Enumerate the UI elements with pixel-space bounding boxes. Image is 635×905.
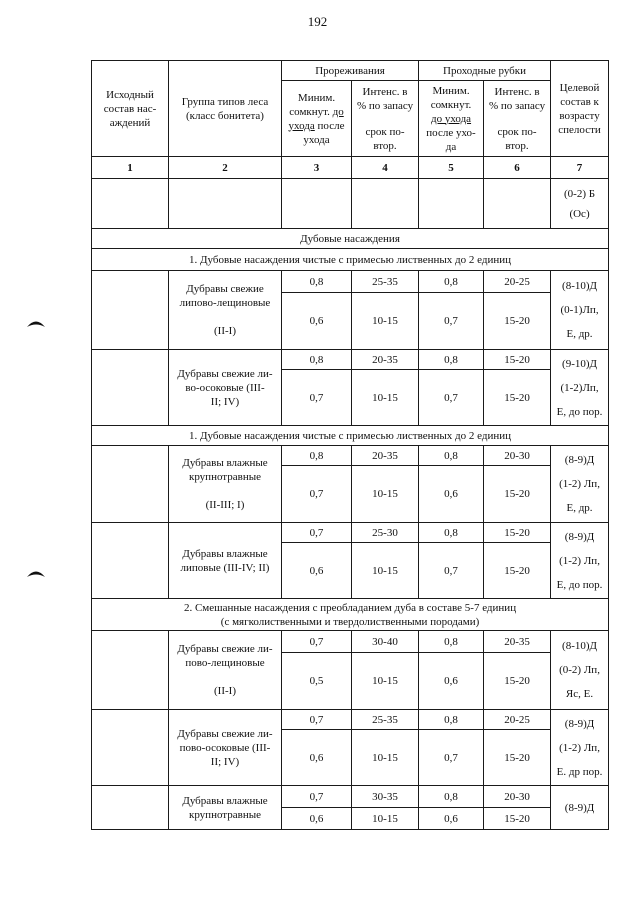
page-number: 192 xyxy=(307,14,328,29)
value-cell: 0,8 xyxy=(419,710,484,730)
col-number: 7 xyxy=(551,157,609,179)
value-cell: 20-35 xyxy=(484,631,551,653)
value-cell: 0,7 xyxy=(282,710,352,730)
value-cell: 0,6 xyxy=(419,808,484,830)
value-cell: 0,5 xyxy=(282,653,352,710)
forest-type-cell: Дубравы свежие ли- во-осоковые (III- II; IV) xyxy=(169,350,282,426)
value-cell: 0,8 xyxy=(419,631,484,653)
value-cell: 0,6 xyxy=(282,293,352,350)
value-cell: 0,7 xyxy=(282,523,352,543)
value-cell: 15-20 xyxy=(484,370,551,426)
target-composition-cell: (8-9)Д (1-2) Лп, Е. др пор. xyxy=(551,710,609,786)
value-cell: 0,8 xyxy=(282,446,352,466)
value-cell: 0,8 xyxy=(282,271,352,293)
value-cell: 20-35 xyxy=(352,446,419,466)
subsection-title-mixed: 2. Смешанные насаждения с преобладанием дуба в составе 5-7 единиц (с мягколиственными и твердолиственными породами) xyxy=(92,599,609,631)
value-cell: 10-15 xyxy=(352,370,419,426)
value-cell: 0,6 xyxy=(419,653,484,710)
forest-type-cell: Дубравы свежие ли- пово-лещиновые (II-I) xyxy=(169,631,282,710)
value-cell: 15-20 xyxy=(484,293,551,350)
forest-type-cell: Дубравы свежие липово-лещиновые (II-I) xyxy=(169,271,282,350)
header-initial-composition: Исходный состав нас- аждений xyxy=(92,61,169,157)
value-cell: 10-15 xyxy=(352,543,419,599)
column-numbers-row xyxy=(92,157,609,179)
value-cell: 0,8 xyxy=(419,523,484,543)
header-min-density: Миним. сомкнут. до ухода после ухода xyxy=(282,81,352,157)
value-cell: 0,8 xyxy=(419,271,484,293)
value-cell: 0,6 xyxy=(282,808,352,830)
value-cell: 30-35 xyxy=(352,786,419,808)
value-cell: 20-25 xyxy=(484,271,551,293)
value-cell: 0,7 xyxy=(419,543,484,599)
value-cell: 10-15 xyxy=(352,730,419,786)
header-intensity: Интенс. в % по запасу срок по- втор. xyxy=(352,81,419,157)
value-cell: 10-15 xyxy=(352,293,419,350)
section-title-oak: Дубовые насаждения xyxy=(92,229,609,249)
binding-mark-icon xyxy=(26,318,46,328)
subsection-title: 1. Дубовые насаждения чистые с примесью лиственных до 2 единиц xyxy=(92,249,609,271)
value-cell: 0,7 xyxy=(282,466,352,523)
silviculture-table xyxy=(91,60,609,830)
value-cell: 0,8 xyxy=(419,786,484,808)
value-cell: 15-20 xyxy=(484,730,551,786)
value-cell: 0,8 xyxy=(419,446,484,466)
header-passage-cutting: Проходные рубки xyxy=(419,61,551,81)
table-row xyxy=(92,786,609,808)
col-number: 2 xyxy=(169,157,282,179)
col-number: 1 xyxy=(92,157,169,179)
target-composition-cell: (8-9)Д (1-2) Лп, Е, др. xyxy=(551,446,609,523)
value-cell: 25-35 xyxy=(352,710,419,730)
carry-over-row xyxy=(92,179,609,229)
value-cell: 25-35 xyxy=(352,271,419,293)
header-intensity-passage: Интенс. в % по запасу срок по- втор. xyxy=(484,81,551,157)
forest-type-cell: Дубравы свежие ли- пово-осоковые (III- II; IV) xyxy=(169,710,282,786)
value-cell: 0,7 xyxy=(419,370,484,426)
value-cell: 10-15 xyxy=(352,808,419,830)
value-cell: 15-20 xyxy=(484,350,551,370)
value-cell: 25-30 xyxy=(352,523,419,543)
value-cell: 20-35 xyxy=(352,350,419,370)
carry-target: (0-2) Б (Ос) xyxy=(551,179,609,229)
target-composition-cell: (8-10)Д (0-1)Лп, Е, др. xyxy=(551,271,609,350)
value-cell: 20-30 xyxy=(484,786,551,808)
header-forest-type-group: Группа типов леса (класс бонитета) xyxy=(169,61,282,157)
value-cell: 15-20 xyxy=(484,523,551,543)
value-cell: 0,7 xyxy=(282,786,352,808)
value-cell: 0,7 xyxy=(282,631,352,653)
col-number: 6 xyxy=(484,157,551,179)
value-cell: 15-20 xyxy=(484,466,551,523)
value-cell: 0,8 xyxy=(282,350,352,370)
table-row xyxy=(92,446,609,466)
target-composition-cell: (8-9)Д xyxy=(551,786,609,830)
value-cell: 15-20 xyxy=(484,808,551,830)
forest-type-cell: Дубравы влажные липовые (III-IV; II) xyxy=(169,523,282,599)
forest-type-cell: Дубравы влажные крупнотравные xyxy=(169,786,282,830)
target-composition-cell: (9-10)Д (1-2)Лп, Е, до пор. xyxy=(551,350,609,426)
col-number: 4 xyxy=(352,157,419,179)
table-row xyxy=(92,523,609,543)
value-cell: 10-15 xyxy=(352,653,419,710)
table-row xyxy=(92,631,609,653)
target-composition-cell: (8-10)Д (0-2) Лп, Яс, Е. xyxy=(551,631,609,710)
value-cell: 30-40 xyxy=(352,631,419,653)
binding-mark-icon xyxy=(26,568,46,578)
target-composition-cell: (8-9)Д (1-2) Лп, Е, до пор. xyxy=(551,523,609,599)
value-cell: 20-30 xyxy=(484,446,551,466)
header-thinning: Прореживания xyxy=(282,61,419,81)
value-cell: 0,7 xyxy=(419,293,484,350)
value-cell: 20-25 xyxy=(484,710,551,730)
header-min-density-passage: Миним. сомкнут. до ухода после ухо- да xyxy=(419,81,484,157)
subsection-title: 1. Дубовые насаждения чистые с примесью лиственных до 2 единиц xyxy=(92,426,609,446)
value-cell: 0,6 xyxy=(282,543,352,599)
value-cell: 0,7 xyxy=(282,370,352,426)
value-cell: 0,7 xyxy=(419,730,484,786)
header-target-composition: Целевой состав к возрасту спелости xyxy=(551,61,609,157)
value-cell: 0,6 xyxy=(419,466,484,523)
forest-type-cell: Дубравы влажные крупнотравные (II-III; I) xyxy=(169,446,282,523)
table-row xyxy=(92,350,609,370)
table-row xyxy=(92,271,609,293)
col-number: 3 xyxy=(282,157,352,179)
value-cell: 15-20 xyxy=(484,543,551,599)
table-row xyxy=(92,710,609,730)
value-cell: 0,8 xyxy=(419,350,484,370)
value-cell: 10-15 xyxy=(352,466,419,523)
value-cell: 15-20 xyxy=(484,653,551,710)
value-cell: 0,6 xyxy=(282,730,352,786)
col-number: 5 xyxy=(419,157,484,179)
